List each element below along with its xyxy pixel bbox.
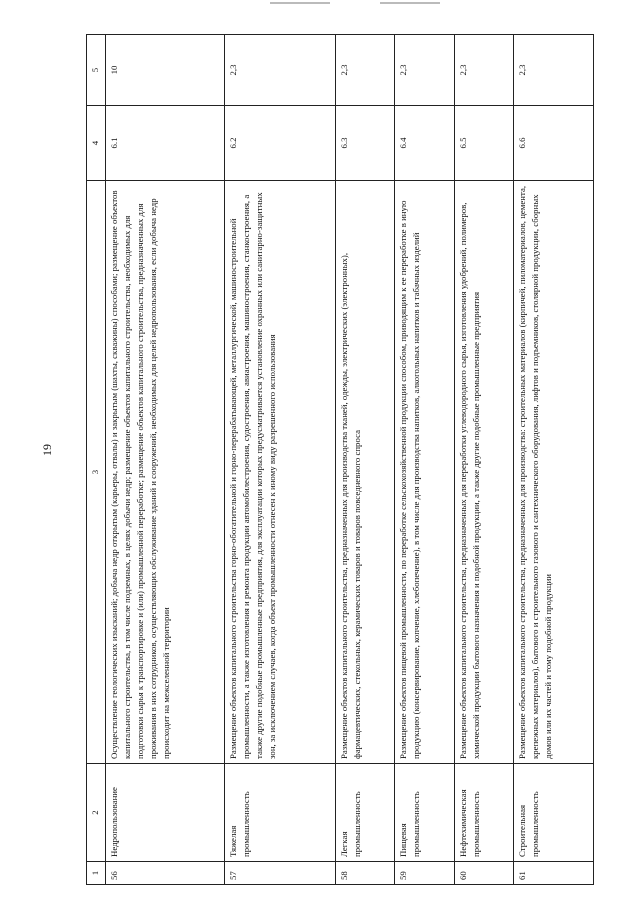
row-number: 58	[336, 862, 395, 885]
header-cell: 4	[87, 106, 106, 181]
use-limit: 2,3	[455, 35, 514, 106]
use-description: Размещение объектов капитального строительства, предназначенных для переработки углеводородного сырья, изготовления удобрений, полимеров, химической продукции бытового назначения и подобной продукции, а также другие подобные промышленные предприятия	[455, 181, 514, 764]
use-name: Недропользование	[106, 764, 225, 862]
row-number: 60	[455, 862, 514, 885]
header-cell: 3	[87, 181, 106, 764]
use-name: Нефтехимическая промышленность	[455, 764, 514, 862]
use-limit: 2,3	[336, 35, 395, 106]
use-description: Размещение объектов капитального строительства, предназначенных для производства тканей, одежды, электрических (электронных), фармацевтических, стекольных, керамических товаров и товаров повседневного спроса	[336, 181, 395, 764]
row-number: 57	[225, 862, 336, 885]
table-row	[225, 35, 336, 885]
table-row	[455, 35, 514, 885]
use-name: Пищевая промышленность	[395, 764, 455, 862]
use-description: Размещение объектов пищевой промышленности, по переработке сельскохозяйственной продукции способом, приводящим к ее переработке в иную продукцию (консервирование, копчение, хлебопечение), в том числе для производства напитков, алкогольных напитков и табачных изделий	[395, 181, 455, 764]
table-row	[395, 35, 455, 885]
use-name: Тяжелая промышленность	[225, 764, 336, 862]
use-code: 6.1	[106, 106, 225, 181]
use-limit: 2,3	[514, 35, 594, 106]
table-row	[336, 35, 395, 885]
header-cell: 5	[87, 35, 106, 106]
header-cell: 2	[87, 764, 106, 862]
use-description: Размещение объектов капитального строительства, предназначенных для производства: строительных материалов (кирпичей, пиломатериалов, цемента, крепежных материалов), бытового и строительного газового и сантехнического оборудования, лифтов и подъемников, столярной продукции, сборных домов или их частей и тому подобной продукции	[514, 181, 594, 764]
use-description: Осуществление геологических изысканий; добыча недр открытым (карьеры, отвалы) и закрытым (шахты, скважины) способами; размещение объектов капитального строительства, в том числе подземных, в целях добычи недр; размещение объектов капитального строительства, необходимых для подготовки сырья к транспортировке и (или) промышленной переработке; размещение объектов капитального строительства, предназначенных для проживания в них сотрудников, осуществляющих обслуживание зданий и сооружений, необходимых для целей недропользования, если добыча недр происходит на межселенной территории	[106, 181, 225, 764]
use-name: Строительная промышленность	[514, 764, 594, 862]
use-code: 6.6	[514, 106, 594, 181]
use-limit: 2,3	[225, 35, 336, 106]
scan-edge-marks	[270, 2, 440, 5]
land-use-table	[86, 34, 594, 885]
use-code: 6.2	[225, 106, 336, 181]
table-row	[106, 35, 225, 885]
use-limit: 10	[106, 35, 225, 106]
row-number: 56	[106, 862, 225, 885]
rotated-table-container	[86, 35, 598, 885]
use-description: Размещение объектов капитального строительства горно-обогатительной и горно-перерабатывающей, металлургической, машиностроительной промышленности, а также изготовления и ремонта продукции автомобилестроения, судостроения, авиастроения, машиностроения, станкостроения, а также другие подобные промышленные предприятия, для эксплуатации которых предусматривается установление охранных или санитарно-защитных зон, за исключением случаев, когда объект промышленности отнесен к иному виду разрешенного использования	[225, 181, 336, 764]
table-row	[514, 35, 594, 885]
row-number: 61	[514, 862, 594, 885]
use-name: Легкая промышленность	[336, 764, 395, 862]
use-limit: 2,3	[395, 35, 455, 106]
use-code: 6.5	[455, 106, 514, 181]
row-number: 59	[395, 862, 455, 885]
header-row	[87, 35, 106, 885]
header-cell: 1	[87, 862, 106, 885]
use-code: 6.3	[336, 106, 395, 181]
page-number: 19	[40, 444, 54, 456]
use-code: 6.4	[395, 106, 455, 181]
